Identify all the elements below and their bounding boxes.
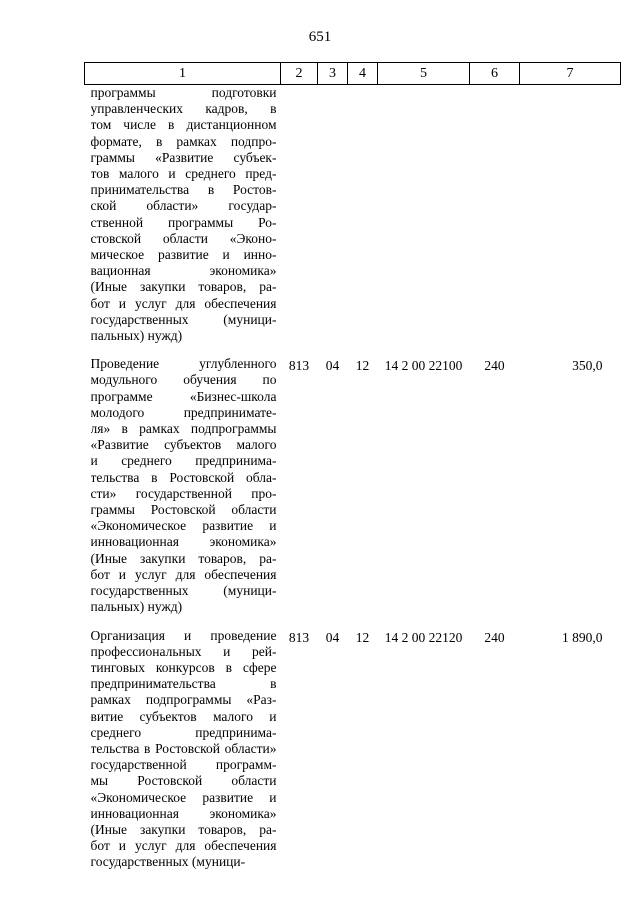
- description-line: предпринимательства в: [90, 676, 277, 692]
- description-line: формате, в рамках подпро-: [90, 133, 277, 149]
- budget-table: [84, 62, 621, 871]
- section-code-cell: 04: [325, 629, 340, 645]
- column-header-5: 5: [378, 63, 470, 85]
- description-line: тинговых конкурсов в сфере: [90, 659, 277, 675]
- table-row: [85, 356, 621, 615]
- column-header-6: 6: [470, 63, 520, 85]
- description-line: тов малого и среднего пред-: [90, 166, 277, 182]
- column-header-7: 7: [520, 63, 621, 85]
- amount-cell: 350,0: [572, 358, 603, 374]
- description-line: государственных (муници-: [90, 311, 277, 327]
- description-line: бот и услуг для обеспечения: [90, 566, 277, 582]
- target-article-cell: [378, 85, 470, 345]
- description-line: тельства в Ростовской области»: [90, 740, 277, 756]
- description-line: бот и услуг для обеспечения: [90, 838, 277, 854]
- description-line: сти» государственной про-: [90, 485, 277, 501]
- description-line: программе «Бизнес-школа: [90, 388, 277, 404]
- description-line: ской области» государ-: [90, 198, 277, 214]
- amount-cell: [520, 85, 621, 345]
- description-line: бот и услуг для обеспечения: [90, 295, 277, 311]
- description-line: стовской области «Эконо-: [90, 230, 277, 246]
- description-line: управленческих кадров, в: [90, 101, 277, 117]
- target-article-cell: 14 2 00 22100: [384, 358, 463, 374]
- description-line: инновационная экономика»: [90, 805, 277, 821]
- row-description: [85, 85, 281, 345]
- description-line: (Иные закупки товаров, ра-: [90, 821, 277, 837]
- ministry-code-cell: 813: [288, 358, 310, 374]
- description-line: государственных (муници-: [90, 854, 246, 870]
- amount-cell: 1 890,0: [562, 629, 603, 645]
- description-line: молодого предпринимате-: [90, 404, 277, 420]
- description-line: модульного обучения по: [90, 372, 277, 388]
- row-spacer: [85, 344, 621, 356]
- description-line: программы подготовки: [90, 85, 277, 100]
- description-line: и среднего предпринима-: [90, 453, 277, 469]
- page-number: 651: [308, 29, 332, 45]
- description-line: профессиональных и рей-: [90, 643, 277, 659]
- description-line: «Экономическое развитие и: [90, 789, 277, 805]
- column-header-1: 1: [85, 63, 281, 85]
- description-line: мы Ростовской области: [90, 773, 277, 789]
- row-description: [85, 628, 281, 871]
- ministry-code-cell: 813: [288, 629, 310, 645]
- row-spacer: [85, 616, 621, 628]
- description-line: принимательства в Ростов-: [90, 182, 277, 198]
- ministry-code-cell: [281, 85, 318, 345]
- description-line: среднего предпринима-: [90, 724, 277, 740]
- description-line: граммы Ростовской области: [90, 502, 277, 518]
- description-line: «Экономическое развитие и: [90, 518, 277, 534]
- subsection-code-cell: 12: [355, 629, 370, 645]
- description-line: Проведение углубленного: [90, 356, 277, 372]
- section-code-cell: 04: [325, 358, 340, 374]
- description-line: вационная экономика»: [90, 263, 277, 279]
- description-line: пальных) нужд): [90, 599, 183, 615]
- table-header-row: [85, 63, 621, 85]
- description-line: мическое развитие и инно-: [90, 247, 277, 263]
- section-code-cell: [318, 85, 348, 345]
- description-line: пальных) нужд): [90, 328, 183, 344]
- description-line: «Развитие субъектов малого: [90, 437, 277, 453]
- description-line: (Иные закупки товаров, ра-: [90, 550, 277, 566]
- column-header-3: 3: [318, 63, 348, 85]
- description-line: государственной программ-: [90, 757, 277, 773]
- expense-type-cell: 240: [484, 629, 505, 645]
- description-line: государственных (муници-: [90, 583, 277, 599]
- description-line: витие субъектов малого и: [90, 708, 277, 724]
- expense-type-cell: [470, 85, 520, 345]
- description-line: ственной программы Ро-: [90, 214, 277, 230]
- subsection-code-cell: [348, 85, 378, 345]
- column-header-4: 4: [348, 63, 378, 85]
- column-header-2: 2: [281, 63, 318, 85]
- description-line: ля» в рамках подпрограммы: [90, 421, 277, 437]
- description-line: Организация и проведение: [90, 627, 277, 643]
- expense-type-cell: 240: [484, 358, 505, 374]
- table-row: [85, 85, 621, 345]
- description-line: том числе в дистанционном: [90, 117, 277, 133]
- description-line: тельства в Ростовской обла-: [90, 469, 277, 485]
- row-spacer-cell: [85, 344, 621, 356]
- description-line: инновационная экономика»: [90, 534, 277, 550]
- description-line: (Иные закупки товаров, ра-: [90, 279, 277, 295]
- table-row: [85, 628, 621, 871]
- target-article-cell: 14 2 00 22120: [384, 629, 463, 645]
- description-line: граммы «Развитие субъек-: [90, 149, 277, 165]
- row-spacer-cell: [85, 616, 621, 628]
- description-line: рамках подпрограммы «Раз-: [90, 692, 277, 708]
- row-description: [85, 356, 281, 615]
- subsection-code-cell: 12: [355, 358, 370, 374]
